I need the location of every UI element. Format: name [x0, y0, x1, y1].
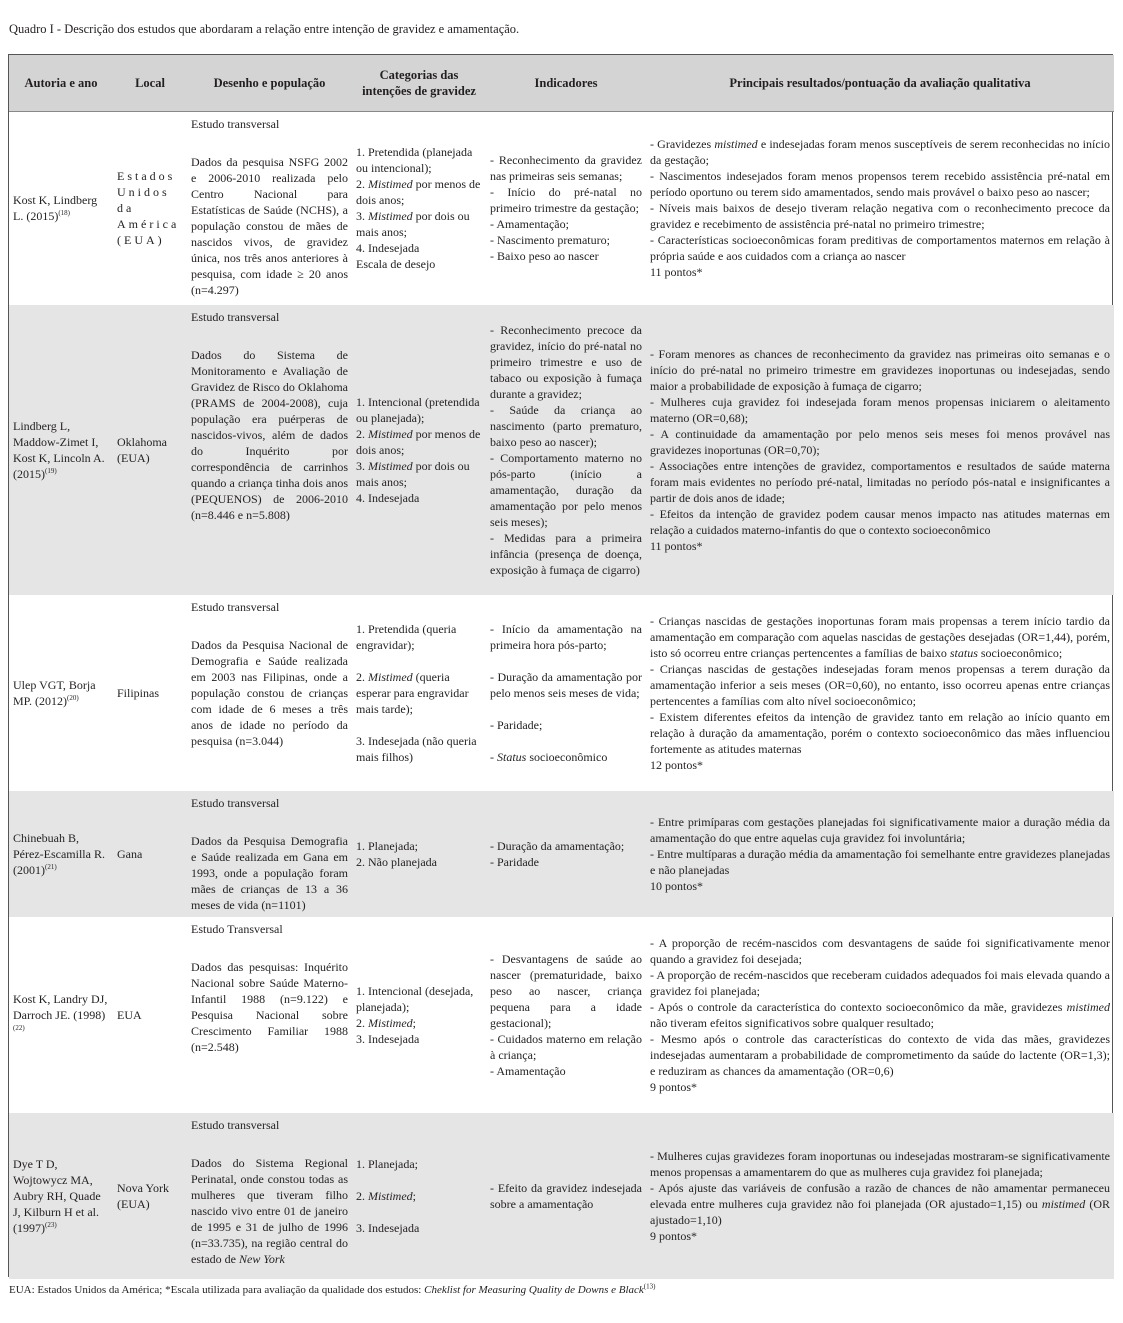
reference: (23)	[45, 1221, 57, 1229]
resultado-item: - Mulheres cujas gravidezes foram inoportunas ou indesejadas mostraram-se significativamente menos propensas a amamentarem do que as mulheres cuja gravidez foi planejada;	[650, 1149, 1110, 1179]
cell-resultados	[646, 111, 1114, 305]
indicador-item: - Amamentação;	[490, 217, 569, 232]
desenho-texto: Dados da Pesquisa Demografia e Saúde realizada em Gana em 1993, onde a população foram mães de crianças de 13 a 36 meses de vida (n=1101)	[191, 834, 348, 912]
categoria-item: 2. Mistimed;	[356, 1189, 417, 1203]
autoria-text: Kost K, Lindberg L. (2015)	[13, 193, 98, 224]
cell-autoria	[9, 111, 113, 305]
categoria-item: 1. Pretendida (queria engravidar);	[356, 622, 457, 652]
cell-resultados	[646, 917, 1114, 1113]
reference: (19)	[45, 467, 57, 475]
cell-categorias	[352, 305, 486, 595]
resultado-item: - Nascimentos indesejados foram menos propensos terem recebido assistência pré-natal em período oportuno ou terem sido amamentados, sendo mais provável o baixo peso ao nascer;	[650, 169, 1110, 200]
indicador-item: - Reconhecimento precoce da gravidez, início do pré-natal no primeiro trimestre e uso de tabaco ou exposição à fumaça durante a gravidez;	[490, 323, 642, 401]
cell-autoria	[9, 1113, 113, 1279]
cell-categorias	[352, 917, 486, 1113]
cell-indicadores	[486, 1113, 646, 1279]
desenho-tipo: Estudo transversal	[191, 116, 280, 131]
desenho-tipo: Estudo transversal	[191, 600, 280, 614]
resultado-item: - Foram menores as chances de reconhecimento da gravidez nas primeiras oito semanas e o início do pré-natal no primeiro trimestre em gravidezes inoportunas ou indesejadas, sendo maior a probabilidade de exposição à fumaça de cigarro;	[650, 347, 1110, 393]
cell-desenho	[187, 917, 352, 1113]
indicador-item: - Status socioeconômico	[490, 750, 608, 764]
header-categorias: Categorias das intenções de gravidez	[352, 55, 486, 111]
indicador-item: - Duração da amamentação por pelo menos seis meses de vida;	[490, 670, 642, 700]
desenho-tipo: Estudo transversal	[191, 1118, 280, 1132]
header-autoria: Autoria e ano	[9, 55, 113, 111]
table-caption: Quadro I - Descrição dos estudos que abordaram a relação entre intenção de gravidez e amamentação.	[9, 22, 520, 36]
categoria-item: 2. Mistimed;	[356, 1016, 417, 1030]
indicador-item: - Início do pré-natal no primeiro trimestre da gestação;	[490, 185, 642, 216]
categoria-item: 1. Intencional (desejada, planejada);	[356, 984, 474, 1014]
desenho-texto: Dados da pesquisa NSFG 2002 e 2006-2010 realizada pelo Centro Nacional para Estatísticas de Saúde (NCHS), a população constou de mães de nascidos vivos, de gravidez única, nos três anos anteriores à pesquisa, com idade ≥ 20 anos (n=4.297)	[191, 154, 348, 297]
local-text: Oklahoma (EUA)	[117, 435, 167, 465]
resultado-item: - Crianças nascidas de gestações indesejadas foram menos propensas a terem duração da amamentação inferior a seis meses (OR=0,60), no entanto, isso ocorreu apenas entre crianças pertencentes a famílias com alto nível socioeconômico;	[650, 662, 1110, 708]
desenho-texto: Dados da Pesquisa Nacional de Demografia e Saúde realizada em 2003 nas Filipinas, onde a população constou de crianças com idade de 6 meses a três anos de idade no período da pesquisa (n=3.044)	[191, 638, 348, 748]
cell-local	[113, 595, 187, 791]
categoria-item: Escala de desejo	[356, 257, 436, 272]
local-text: EUA	[117, 1008, 142, 1022]
desenho-texto: Dados das pesquisas: Inquérito Nacional sobre Saúde Materno-Infantil 1988 (n=9.122) e Pesquisa Nacional sobre Crescimento Familiar 1988 (n=2.548)	[191, 960, 348, 1054]
footnote-text: EUA: Estados Unidos da América; *Escala utilizada para avaliação da qualidade dos estudos: Cheklist for Measuring Quality de Downs e Black	[9, 1284, 644, 1296]
local-text: Gana	[117, 847, 143, 861]
indicador-item: - Reconhecimento da gravidez nas primeiras seis semanas;	[490, 153, 642, 184]
categoria-item: 3. Mistimed por dois ou mais anos;	[356, 209, 470, 240]
categoria-item: 2. Mistimed por menos de dois anos;	[356, 427, 481, 457]
cell-categorias	[352, 595, 486, 791]
cell-local	[113, 917, 187, 1113]
cell-categorias	[352, 1113, 486, 1279]
cell-indicadores	[486, 595, 646, 791]
cell-desenho	[187, 111, 352, 305]
resultado-item: - Após o controle da característica do contexto socioeconômico da mãe, gravidezes mistimed não tiveram efeitos significativos sobre qualquer resultado;	[650, 1000, 1110, 1030]
autoria-text: Chinebuah B, Pérez-Escamilla R.(2001)	[13, 831, 105, 877]
categoria-item: 4. Indesejada	[356, 241, 420, 256]
resultado-item: - Níveis mais baixos de desejo tiveram relação negativa com o reconhecimento precoce da gravidez e recebimento de assistência pré-natal no primeiro trimestre;	[650, 201, 1110, 232]
desenho-tipo: Estudo Transversal	[191, 922, 283, 936]
indicador-item: - Comportamento materno no pós-parto (início a amamentação, duração da amamentação por pelo menos seis meses);	[490, 451, 642, 529]
resultado-item: - A proporção de recém-nascidos que receberam cuidados adequados foi mais elevada quando a gravidez foi planejada;	[650, 968, 1110, 998]
resultado-item: - Entre multíparas a duração média da amamentação foi semelhante entre gravidezes planejadas e não planejadas	[650, 847, 1110, 877]
indicador-item: - Paridade	[490, 855, 539, 869]
reference: (18)	[58, 209, 70, 218]
cell-indicadores	[486, 305, 646, 595]
footnote	[9, 1284, 655, 1296]
pontos: 11 pontos*	[650, 265, 703, 280]
categoria-item: 2. Mistimed (queria esperar para engravidar mais tarde);	[356, 670, 469, 716]
resultado-item: - Associações entre intenções de gravidez, comportamentos e resultados de saúde materna foram mais evidentes no período pré-natal, limitadas no período pós-natal e insignificantes a partir de dois anos de idade;	[650, 459, 1110, 505]
cell-indicadores	[486, 791, 646, 917]
pontos: 12 pontos*	[650, 758, 704, 772]
cell-autoria	[9, 595, 113, 791]
resultado-item: - Características socioeconômicas foram preditivas de comportamentos maternos em relação à própria saúde e aos cuidados com a criança ao nascer	[650, 233, 1110, 264]
desenho-tipo: Estudo transversal	[191, 310, 280, 324]
categoria-item: 2. Mistimed por menos de dois anos;	[356, 177, 481, 208]
cell-local	[113, 305, 187, 595]
desenho-texto: Dados do Sistema Regional Perinatal, onde constou todas as mulheres que tiveram filho nascido vivo entre 01 de janeiro de 1995 e 31 de julho de 1996 (n=33.735), na região central do estado de New York	[191, 1156, 348, 1266]
cell-autoria	[9, 791, 113, 917]
categoria-item: 1. Planejada;	[356, 1157, 418, 1171]
table-row	[9, 1113, 1114, 1279]
local-text: Nova York (EUA)	[117, 1181, 170, 1211]
pontos: 10 pontos*	[650, 879, 704, 893]
categoria-item: 4. Indesejada	[356, 491, 420, 505]
resultado-item: - A proporção de recém-nascidos com desvantagens de saúde foi significativamente menor quando a gravidez foi desejada;	[650, 936, 1110, 966]
header-resultados: Principais resultados/pontuação da avaliação qualitativa	[646, 55, 1114, 111]
indicador-item: - Duração da amamentação;	[490, 839, 625, 853]
cell-resultados	[646, 305, 1114, 595]
autoria-text: Lindberg L, Maddow-Zimet I, Kost K, Lincoln A. (2015)	[13, 419, 105, 481]
header-desenho: Desenho e população	[187, 55, 352, 111]
categoria-item: 3. Indesejada	[356, 1221, 420, 1235]
header-local: Local	[113, 55, 187, 111]
indicador-item: - Nascimento prematuro;	[490, 233, 610, 248]
resultado-item: - Crianças nascidas de gestações inoportunas foram mais propensas a terem início tardio da amamentação em comparação com aquelas nascidas de gestações desejadas (OR=1,44), porém, isto só ocorreu entre crianças pertencentes a famílias de baixo status socioeconômico;	[650, 614, 1110, 660]
autoria-text: Kost K, Landry DJ, Darroch JE. (1998)	[13, 992, 108, 1022]
header-indicadores: Indicadores	[486, 55, 646, 111]
cell-categorias	[352, 791, 486, 917]
table-row	[9, 305, 1114, 595]
indicador-item: - Paridade;	[490, 718, 543, 732]
categoria-item: 2. Não planejada	[356, 855, 437, 869]
cell-resultados	[646, 791, 1114, 917]
local-text: Estados Unidos da América (EUA)	[117, 169, 180, 248]
categoria-item: 3. Mistimed por dois ou mais anos;	[356, 459, 470, 489]
cell-autoria	[9, 305, 113, 595]
footnote-ref: (13)	[643, 1282, 656, 1291]
desenho-texto: Dados do Sistema de Monitoramento e Avaliação de Gravidez de Risco do Oklahoma (PRAMS de 2004-2008), cuja população era puérperas de nascidos-vivos, além de dados do Inquérito por correspondência de carrinhos quando a criança tinha dois anos (PEQUENOS) de 2006-2010 (n=8.446 e n=5.808)	[191, 348, 348, 522]
resultado-item: - Mulheres cuja gravidez foi indesejada foram menos propensas iniciarem o aleitamento materno (OR=0,68);	[650, 395, 1110, 425]
reference: (21)	[45, 863, 57, 871]
categoria-item: 3. Indesejada	[356, 1032, 420, 1046]
cell-local	[113, 1113, 187, 1279]
indicador-item: - Baixo peso ao nascer	[490, 249, 599, 264]
pontos: 11 pontos*	[650, 539, 703, 553]
categoria-item: 1. Intencional (pretendida ou planejada);	[356, 395, 480, 425]
table-row	[9, 111, 1114, 305]
pontos: 9 pontos*	[650, 1229, 698, 1243]
resultado-item: - Gravidezes mistimed e indesejadas foram menos susceptíveis de serem reconhecidas no início da gestação;	[650, 137, 1110, 168]
cell-resultados	[646, 1113, 1114, 1279]
cell-indicadores	[486, 917, 646, 1113]
table-row	[9, 791, 1114, 917]
indicador-item: - Medidas para a primeira infância (presença de doença, exposição à fumaça de cigarro)	[490, 531, 642, 577]
indicador-item: - Cuidados materno em relação à criança;	[490, 1032, 642, 1062]
categoria-item: 1. Pretendida (planejada ou intencional);	[356, 145, 473, 176]
indicador-item: - Início da amamentação na primeira hora pós-parto;	[490, 622, 642, 652]
desenho-tipo: Estudo transversal	[191, 796, 280, 810]
cell-desenho	[187, 791, 352, 917]
pontos: 9 pontos*	[650, 1080, 698, 1094]
table-row	[9, 917, 1114, 1113]
resultado-item: - Após ajuste das variáveis de confusão a razão de chances de não amamentar permaneceu elevada entre mulheres cuja gravidez não foi planejada (OR ajustado=1,15) ou mistimed (OR ajustado=1,10)	[650, 1181, 1111, 1227]
indicador-item: - Efeito da gravidez indesejada sobre a amamentação	[490, 1181, 642, 1211]
cell-desenho	[187, 595, 352, 791]
cell-local	[113, 111, 187, 305]
categoria-item: 1. Planejada;	[356, 839, 418, 853]
indicador-item: - Saúde da criança ao nascimento (parto prematuro, baixo peso ao nascer);	[490, 403, 642, 449]
resultado-item: - Efeitos da intenção de gravidez podem causar menos impacto nas atitudes maternas em relação a cuidados materno-infantis do que o contexto socioeconômico	[650, 507, 1110, 537]
studies-table	[8, 54, 1113, 1277]
table-row	[9, 595, 1114, 791]
cell-desenho	[187, 305, 352, 595]
indicador-item: - Amamentação	[490, 1064, 566, 1078]
cell-resultados	[646, 595, 1114, 791]
resultado-item: - Existem diferentes efeitos da intenção de gravidez tanto em relação ao início quanto em relação à duração da amamentação, porém o contexto socioeconômico das mães influenciou fortemente as atitudes maternas	[650, 710, 1110, 756]
categoria-item: 3. Indesejada (não queria mais filhos)	[356, 734, 477, 764]
reference: (22)	[13, 1024, 25, 1032]
reference: (20)	[67, 694, 79, 702]
autoria-text: Ulep VGT, Borja MP. (2012)	[13, 678, 96, 708]
cell-categorias	[352, 111, 486, 305]
local-text: Filipinas	[117, 686, 160, 700]
resultado-item: - Entre primíparas com gestações planejadas foi significativamente maior a duração média da amamentação do que entre aquelas cuja gravidez foi involuntária;	[650, 815, 1110, 845]
resultado-item: - Mesmo após o controle das características do contexto de vida das mães, gravidezes indesejadas aumentaram a probabilidade de comprometimento da saúde do lactente (OR=1,3); e reduziram as chances da amamentação (OR=0,6)	[650, 1032, 1110, 1078]
cell-local	[113, 791, 187, 917]
cell-autoria	[9, 917, 113, 1113]
cell-indicadores	[486, 111, 646, 305]
autoria-text: Dye T D, Wojtowycz MA, Aubry RH, Quade J, Kilburn H et al.(1997)	[13, 1157, 101, 1235]
indicador-item: - Desvantagens de saúde ao nascer (prematuridade, baixo peso ao nascer, criança pequena para a idade gestacional);	[490, 952, 642, 1030]
resultado-item: - A continuidade da amamentação por pelo menos seis meses foi menos provável nas gravidezes inoportunas (OR=0,70);	[650, 427, 1110, 457]
cell-desenho	[187, 1113, 352, 1279]
